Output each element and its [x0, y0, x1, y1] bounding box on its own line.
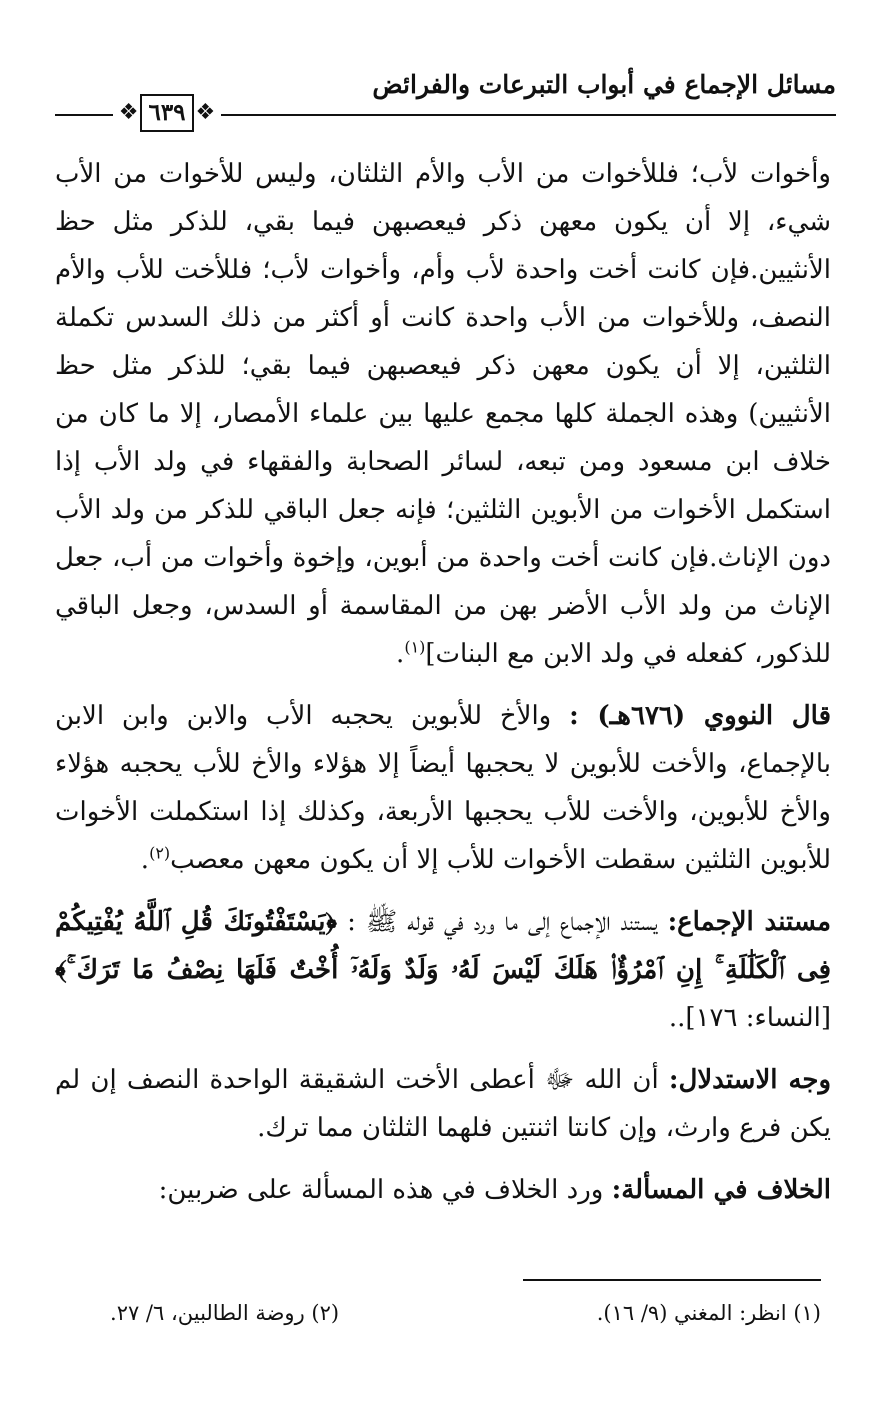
page-number: ٦٣٩	[140, 94, 193, 132]
paragraph-4	[55, 1056, 831, 1152]
paragraph-5-lead: الخلاف في المسألة:	[611, 1175, 831, 1205]
footnote-ref-1[interactable]: (١)	[404, 637, 426, 657]
paragraph-3-text: يستند الإجماع إلى ما ورد في قوله ﷺ :	[347, 907, 658, 937]
paragraph-3-lead: مستند الإجماع:	[667, 907, 832, 937]
paragraph-4-text: أن الله ﷻ أعطى الأخت الشقيقة الواحدة النصف إن لم يكن فرع وارث، وإن كانتا اثنتين فلهما الثلثان مما ترك.	[55, 1065, 831, 1143]
footnotes	[110, 1298, 821, 1328]
paragraph-2-lead: قال النووي (٦٧٦هـ) :	[569, 701, 832, 731]
page-number-ornament	[113, 90, 221, 136]
running-title: مسائل الإجماع في أبواب التبرعات والفرائض	[372, 70, 836, 99]
body-text	[55, 150, 831, 1214]
paragraph-5	[55, 1166, 831, 1214]
ornament-left-icon: ❖	[118, 100, 139, 125]
quran-citation: [النساء: ١٧٦]..	[668, 1003, 831, 1033]
paragraph-2-text: والأخ للأبوين يحجبه الأب والابن وابن الابن بالإجماع، والأخت للأبوين لا يحجبها أيضاً إلا هؤلاء والأخ للأب يحجبه هؤلاء والأخ للأبوين، والأخت للأب يحجبها الأربعة، وكذلك إذا استكملت الأخوات للأبوين الثلثين سقطت الأخوات للأب إلا أن يكون معهن معصب	[55, 701, 831, 875]
footnote-2: (٢) روضة الطالبين، ٦/ ٢٧.	[110, 1301, 340, 1325]
quran-verse: ﴿يَسْتَفْتُونَكَ قُلِ ٱللَّهُ يُفْتِيكُمْ فِى ٱلْكَلَٰلَةِ ۚ إِنِ ٱمْرُؤٌا۟ هَلَكَ لَيْسَ لَهُۥ وَلَدٌ وَلَهُۥٓ أُخْتٌ فَلَهَا نِصْفُ مَا تَرَكَ ۚ﴾	[55, 907, 831, 985]
footnote-rule	[523, 1279, 821, 1281]
footnote-ref-2[interactable]: (٢)	[149, 843, 171, 863]
paragraph-2-tail: .	[140, 845, 150, 875]
paragraph-1	[55, 150, 831, 678]
footnote-1: (١) انظر: المغني (٩/ ١٦).	[596, 1301, 821, 1325]
paragraph-1-tail: .	[396, 639, 405, 669]
paragraph-4-lead: وجه الاستدلال:	[668, 1065, 832, 1095]
page-header	[55, 64, 836, 134]
paragraph-1-text: وأخوات لأب؛ فللأخوات من الأب والأم الثلثان، وليس للأخوات من الأب شيء، إلا أن يكون معهن ذكر فيعصبهن فيما بقي، للذكر مثل حظ الأنثيين.فإن كانت أخت واحدة لأب وأم، وأخوات لأب؛ فللأخت للأب والأم النصف، وللأخوات من الأب واحدة كانت أو أكثر من ذلك السدس تكملة الثلثين، إلا أن يكون معهن ذكر فيعصبهن فيما بقي؛ للذكر مثل حظ الأنثيين) وهذه الجملة كلها مجمع عليها بين علماء الأمصار، إلا ما كان من خلاف ابن مسعود ومن تبعه، لسائر الصحابة والفقهاء في ولد الأب إذا استكمل الأخوات من الأبوين الثلثين؛ فإنه جعل الباقي للذكر من ولد الأب دون الإناث.فإن كانت أخت واحدة من أبوين، وإخوة وأخوات من أب، جعل الإناث من ولد الأب الأضر بهن من المقاسمة أو السدس، وجعل الباقي للذكور، كفعله في ولد الابن مع البنات]	[55, 159, 831, 669]
paragraph-2	[55, 692, 831, 884]
ornament-right-icon: ❖	[195, 100, 216, 125]
paragraph-3	[55, 898, 831, 1042]
paragraph-5-text: ورد الخلاف في هذه المسألة على ضربين:	[158, 1175, 604, 1205]
